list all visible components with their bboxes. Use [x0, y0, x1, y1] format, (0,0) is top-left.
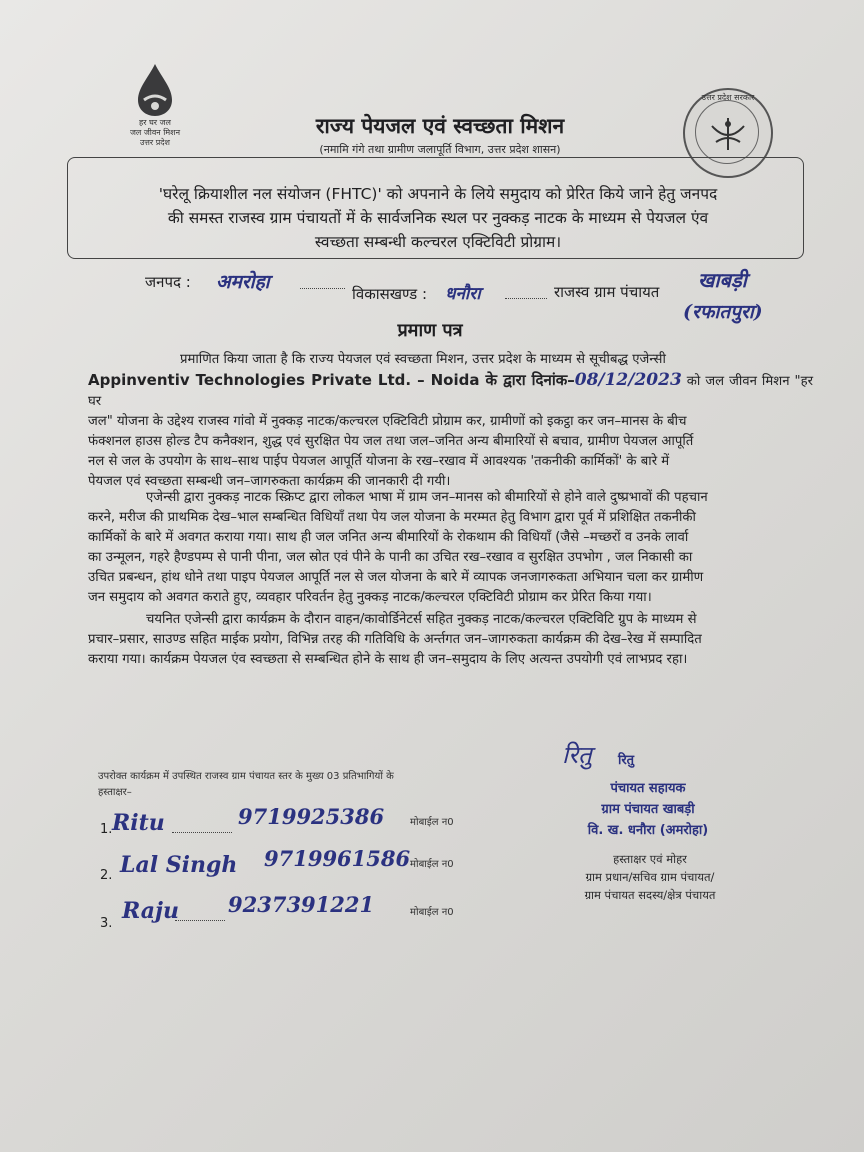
p2-line-2: करने, मरीज की प्राथमिक देख–भाल सम्बन्धित विधियाँ तथा पेय जल योजना के मरम्मत हेतु विभाग द्वारा पूर्व में प्रशिक्षित तकनीकी: [88, 510, 696, 525]
mission-subtitle: (नमामि गंगे तथा ग्रामीण जलापूर्ति विभाग, उत्तर प्रदेश शासन): [319, 143, 561, 156]
panchayat-alt-value: (रफातपुरा): [683, 301, 763, 323]
signatory-block: [540, 850, 760, 904]
participant-name: Ritu: [112, 810, 165, 836]
participant-row: [100, 868, 112, 883]
banner-line-1: 'घरेलू क्रियाशील नल संयोजन (FHTC)' को अपनाने के लिये समुदाय को प्रेरित किये जाने हेतु जनपद: [158, 185, 718, 203]
participant-name: Raju: [122, 898, 179, 924]
p1-line-5: नल से जल के उपयोग के साथ–साथ पाईप पेयजल आपूर्ति योजना के रख–रखाव में आवश्यक 'तकनीकी कार्मिकों' के बारे में: [88, 454, 670, 469]
stamp-name: रितु: [618, 753, 635, 768]
p1-line-6: पेयजल एवं स्वच्छता सम्बन्धी जन–जागरुकता कार्यक्रम की जानकारी दी गयी।: [88, 474, 451, 489]
participants-intro-line-2: हस्ताक्षर–: [98, 787, 132, 798]
p2-line-5: उचित प्रबन्धन, हांथ धोने तथा पाइप पेयजल आपूर्ति नल से जल योजना के बारे में व्यापक जनजागरुकता अभियान चला कर ग्रामीण: [88, 570, 704, 585]
water-drop-icon: [110, 60, 200, 118]
certificate-paragraph-2: [88, 488, 813, 608]
p1-line-1: प्रमाणित किया जाता है कि राज्य पेयजल एवं स्वच्छता मिशन, उत्तर प्रदेश के माध्यम से सूचीबद्ध एजेन्सी: [180, 352, 666, 367]
mobile-label: मोबाईल न0: [410, 817, 454, 828]
p1-line-2b: को जल जीवन मिशन "हर घर: [88, 374, 813, 409]
logo-text-2: जल जीवन मिशन: [129, 128, 181, 137]
seal-text: उत्तर प्रदेश सरकार: [701, 93, 755, 102]
participant-phone: 9719925386: [238, 804, 385, 829]
mobile-label: मोबाईल न0: [410, 859, 454, 870]
p3-line-3: कराया गया। कार्यक्रम पेयजल एंव स्वच्छता से सम्बन्धित होने के साथ ही जन–समुदाय के लिए अत्यन्त उपयोगी एवं लाभप्रद रहा।: [88, 652, 688, 667]
mission-title: राज्य पेयजल एवं स्वच्छता मिशन: [315, 114, 565, 138]
participant-number: 2.: [100, 868, 113, 883]
p2-line-1: एजेन्सी द्वारा नुक्कड़ नाटक स्क्रिप्ट द्वारा लोकल भाषा में ग्राम जन–मानस को बीमारियों से होने वाले दुष्प्रभावों की पहचान: [146, 490, 708, 505]
banner-line-3: स्वच्छता सम्बन्धी कल्चरल एक्टिविटी प्रोग्राम।: [314, 233, 562, 251]
logo-text-3: उत्तर प्रदेश: [140, 138, 170, 147]
agency-name: Appinventiv Technologies Private Ltd. – Noida के द्वारा दिनांक–: [88, 371, 575, 389]
certificate-paragraph-1: [88, 350, 813, 492]
participants-intro-line-1: उपरोक्त कार्यक्रम में उपस्थित राजस्व ग्राम पंचायत स्तर के मुख्य 03 प्रतिभागियों के: [98, 771, 394, 782]
p3-line-1: चयनित एजेन्सी द्वारा कार्यक्रम के दौरान वाहन/कावोर्डिनेटर्स सहित नुक्कड़ नाटक/कल्चरल एक्टिविटि ग्रुप के माध्यम से: [146, 612, 697, 627]
participant-row: [100, 822, 112, 837]
participant-name: Lal Singh: [120, 852, 238, 878]
signatory-line-3: ग्राम पंचायत सदस्य/क्षेत्र पंचायत: [584, 888, 716, 902]
banner-line-2: की समस्त राजस्व ग्राम पंचायतों में के सार्वजनिक स्थल पर नुक्कड़ नाटक के माध्यम से पेयजल एंव: [167, 209, 709, 227]
p1-line-4: फंक्शनल हाउस होल्ड टैप कनैक्शन, शुद्ध एवं सुरक्षित पेय जल तथा जल–जनित अन्य बीमारियों से बचाव, ग्रामीण पेयजल आपूर्ति: [88, 434, 694, 449]
p1-line-2: [88, 370, 813, 412]
p3-line-2: प्रचार–प्रसार, साउण्ड सहित माईक प्रयोग, विभिन्न तरह की गतिविधि के अर्न्तगत जन–जागरुकता कार्यक्रम की देख–रेख में सम्पादित: [88, 632, 702, 647]
participant-phone: 9719961586: [264, 846, 411, 871]
signatory-line-2: ग्राम प्रधान/सचिव ग्राम पंचायत/: [585, 870, 715, 884]
p2-line-6: जन समुदाय को अवगत कराते हुए, व्यवहार परिवर्तन हेतु नुक्कड़ नाटक/कल्चरल एक्टिविटी प्रोग्राम कर प्रेरित किया गया।: [88, 590, 652, 605]
logo-text-1: हर घर जल: [139, 118, 171, 127]
participant-row: [100, 916, 112, 931]
certificate-paragraph-3: [88, 610, 813, 670]
stamp-line-1: पंचायत सहायक: [610, 781, 686, 796]
signatory-line-1: हस्ताक्षर एवं मोहर: [613, 852, 687, 866]
certificate-heading: प्रमाण पत्र: [397, 320, 463, 341]
panchayat-value: खाबड़ी: [698, 268, 747, 292]
stamp-line-2: ग्राम पंचायत खाबड़ी: [601, 802, 695, 817]
stamp-line-3: वि. ख. धनौरा (अमरोहा): [587, 823, 709, 838]
mobile-label: मोबाईल न0: [410, 907, 454, 918]
program-banner: [67, 157, 804, 259]
jal-jeevan-mission-logo: [110, 60, 200, 150]
participant-number: 1.: [100, 822, 113, 837]
block-label: विकासखण्ड :: [352, 285, 428, 303]
participant-phone: 9237391221: [228, 892, 375, 917]
program-date: 08/12/2023: [574, 370, 682, 390]
district-label: जनपद :: [145, 273, 191, 291]
stamp-signature: रितु: [562, 741, 592, 769]
participant-number: 3.: [100, 916, 113, 931]
district-value: अमरोहा: [216, 271, 270, 293]
emblem-icon: [708, 116, 748, 152]
panchayat-label: राजस्व ग्राम पंचायत: [554, 283, 660, 301]
block-value: धनौरा: [445, 284, 481, 304]
p1-line-3: जल" योजना के उद्देश्य राजस्व गांवो में नुक्कड़ नाटक/कल्चरल एक्टिविटी प्रोग्राम कर, ग्रामीणों को इकट्ठा कर जन–मानस के बीच: [88, 414, 687, 429]
p2-line-3: कार्मिकों के बारे में अवगत कराया गया। साथ ही जल जनित अन्य बीमारियों के रोकथाम की विधियाँ (जैसे –मच्छरों व उनके लार्वा: [88, 530, 689, 545]
p2-line-4: का उन्मूलन, गहरे हैण्डपम्प से पानी पीना, जल स्रोत एवं पीने के पानी का उचित रख–रखाव व सुरक्षित उपभोग , जल निकासी का: [88, 550, 693, 565]
